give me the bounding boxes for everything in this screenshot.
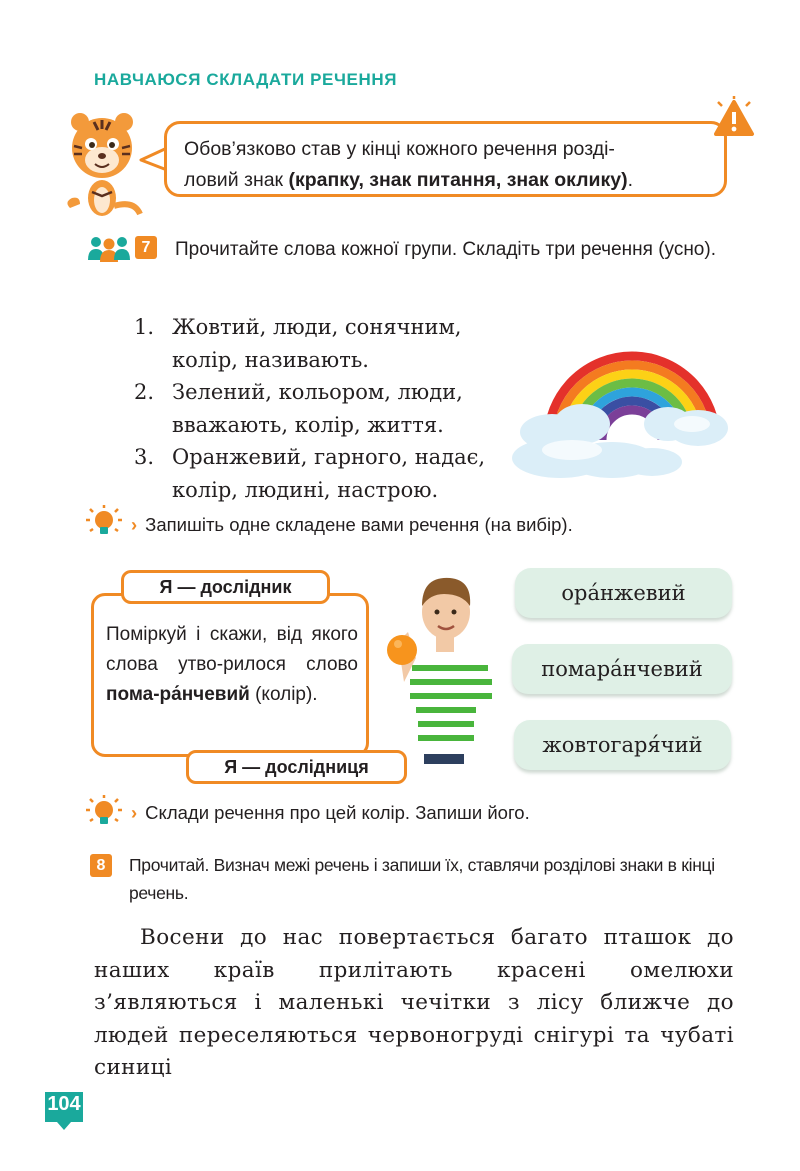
list-item-line: Жовтий, люди, сонячним, xyxy=(172,315,462,339)
list-item-line: вважають, колір, життя. xyxy=(172,412,444,437)
task-text: Склади речення про цей колір. Запиши його. xyxy=(145,802,530,823)
passage-text: Восени до нас повертається багато пташок до наших країв прилітають красені омелюхи з’являються і маленькі чечітки з лісу ближче до людей переселяються червоногруді снігурі та чубаті синиці xyxy=(94,925,734,1080)
chevron-right-icon: › xyxy=(131,514,138,535)
section-title: НАВЧАЮСЯ СКЛАДАТИ РЕЧЕННЯ xyxy=(94,70,398,89)
lightbulb-icon xyxy=(84,505,124,541)
word-card: помара́нчевий xyxy=(512,644,732,694)
task-text: Запишіть одне складене вами речення (на вибір). xyxy=(145,514,573,535)
list-item-line: колір, людині, настрою. xyxy=(172,477,439,502)
exercise-instruction: Прочитайте слова кожної групи. Складіть три речення (усно). xyxy=(175,239,716,260)
list-item-line: Зелений, кольором, люди, xyxy=(172,380,463,404)
rule-callout xyxy=(164,121,727,197)
rule-text: Обов’язково став у кінці кожного речення розді- ловий знак xyxy=(184,138,615,191)
lightbulb-icon xyxy=(84,795,124,831)
researcher-tag-male: Я — дослідник xyxy=(121,570,330,604)
rule-bold-text: (крапку, знак питання, знак оклику) xyxy=(288,169,628,191)
list-item-number: 2. xyxy=(134,380,155,404)
exercise-number: 8 xyxy=(90,854,112,877)
list-item-number: 3. xyxy=(134,445,155,469)
researcher-text-end: (колір). xyxy=(249,684,318,705)
researcher-text: Поміркуй і скажи, від якого слова утво-рилося слово xyxy=(106,624,358,675)
page-number: 104 xyxy=(47,1093,81,1115)
reading-passage xyxy=(94,922,734,1085)
list-item-line: колір, називають. xyxy=(172,347,369,372)
word-group-list xyxy=(134,311,554,506)
researcher-question xyxy=(106,620,358,710)
list-item xyxy=(134,441,554,506)
list-item xyxy=(134,311,554,376)
task-line xyxy=(131,800,530,826)
group-work-icon xyxy=(87,236,131,262)
word-card: ора́нжевий xyxy=(515,568,732,618)
boy-with-orange-illustration xyxy=(386,572,501,764)
exercise-number: 7 xyxy=(135,236,157,259)
list-item-line: Оранжевий, гарного, надає, xyxy=(172,445,486,469)
list-item-number: 1. xyxy=(134,315,155,339)
rule-text-end: . xyxy=(627,169,633,191)
chevron-right-icon: › xyxy=(131,802,138,823)
word-card: жовтогаря́чий xyxy=(514,720,731,770)
researcher-tag-female: Я — дослідниця xyxy=(186,750,407,784)
exercise-instruction: Прочитай. Визнач межі речень і запиши їх, ставлячи розділові знаки в кінці речень. xyxy=(129,855,715,903)
rainbow-illustration xyxy=(512,320,732,480)
warning-icon xyxy=(712,96,756,136)
task-line xyxy=(131,512,573,538)
list-item xyxy=(134,376,554,441)
researcher-bold-word: пома-ра́нчевий xyxy=(106,684,250,705)
